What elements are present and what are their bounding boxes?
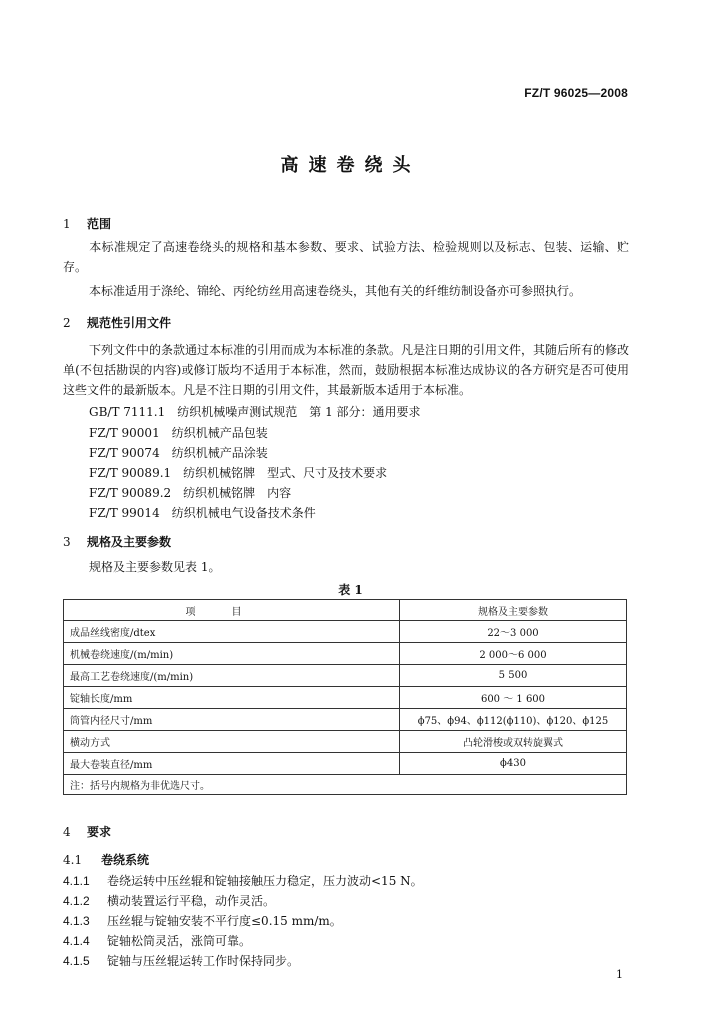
section-2-heading bbox=[63, 314, 171, 331]
spec-table bbox=[63, 599, 627, 795]
table-caption: 表 1 bbox=[338, 583, 363, 597]
section-number: 4 bbox=[63, 825, 71, 839]
reference-item: GB/T 7111.1 纺织机械噪声测试规范 第 1 部分：通用要求 bbox=[89, 405, 421, 419]
standard-code: FZ/T 96025—2008 bbox=[524, 86, 628, 100]
table-note-row bbox=[64, 775, 627, 795]
requirement-item: 4.1.4 锭轴松筒灵活，涨筒可靠。 bbox=[63, 934, 252, 948]
cell-value: ϕ430 bbox=[400, 753, 627, 775]
table-note: 注：括号内规格为非优选尺寸。 bbox=[64, 775, 627, 795]
reference-item: FZ/T 90001 纺织机械产品包装 bbox=[89, 426, 268, 440]
section-3-paragraph-1: 规格及主要参数见表 1。 bbox=[89, 560, 221, 574]
page-number: 1 bbox=[616, 968, 623, 981]
section-1-heading bbox=[63, 215, 111, 232]
section-2-paragraph-1: 下列文件中的条款通过本标准的引用而成为本标准的条款。凡是注日期的引用文件，其随后所有的修改单(不包括勘误的内容)或修订版均不适用于本标准，然而，鼓励根据本标准达成协议的各方研究是否可使用这些文件的最新版本。凡是不注日期的引用文件，其最新版本适用于本标准。 bbox=[63, 343, 630, 397]
section-title: 规格及主要参数 bbox=[87, 535, 172, 549]
table-row bbox=[64, 709, 627, 731]
table-row bbox=[64, 753, 627, 775]
table-row bbox=[64, 665, 627, 687]
section-4-heading bbox=[63, 823, 111, 840]
requirement-item: 4.1.5 锭轴与压丝辊运转工作时保持同步。 bbox=[63, 954, 300, 968]
section-3-heading bbox=[63, 533, 171, 550]
section-number: 1 bbox=[63, 217, 71, 231]
cell-item: 最高工艺卷绕速度/(m/min) bbox=[64, 665, 400, 687]
cell-item: 筒管内径尺寸/mm bbox=[64, 709, 400, 731]
header-cell-param: 规格及主要参数 bbox=[400, 600, 627, 621]
reference-item: FZ/T 90089.1 纺织机械铭牌 型式、尺寸及技术要求 bbox=[89, 466, 388, 480]
section-1-paragraph-2: 本标准适用于涤纶、锦纶、丙纶纺丝用高速卷绕头，其他有关的纤维纺制设备亦可参照执行。 bbox=[89, 284, 582, 298]
cell-item: 横动方式 bbox=[64, 731, 400, 753]
section-title: 范围 bbox=[87, 217, 112, 231]
cell-value: 22～3 000 bbox=[400, 621, 627, 643]
section-number: 3 bbox=[63, 535, 71, 549]
requirement-item: 4.1.1 卷绕运转中压丝辊和锭轴接触压力稳定，压力波动<15 N。 bbox=[63, 874, 423, 888]
requirement-item: 4.1.3 压丝辊与锭轴安装不平行度≤0.15 mm/m。 bbox=[63, 914, 342, 928]
table-row bbox=[64, 643, 627, 665]
cell-value: 2 000～6 000 bbox=[400, 643, 627, 665]
section-1-paragraph-1: 本标准规定了高速卷绕头的规格和基本参数、要求、试验方法、检验规则以及标志、包装、运输、贮存。 bbox=[63, 240, 629, 274]
document-title: 高速卷绕头 bbox=[280, 155, 421, 176]
reference-item: FZ/T 99014 纺织机械电气设备技术条件 bbox=[89, 506, 316, 520]
cell-value: 600 ～ 1 600 bbox=[400, 687, 627, 709]
cell-item: 最大卷装直径/mm bbox=[64, 753, 400, 775]
subsection-number: 4.1 bbox=[63, 853, 83, 867]
table-row bbox=[64, 621, 627, 643]
cell-value: 凸轮滑梭或双转旋翼式 bbox=[400, 731, 627, 753]
cell-item: 成品丝线密度/dtex bbox=[64, 621, 400, 643]
requirement-item: 4.1.2 横动装置运行平稳，动作灵活。 bbox=[63, 894, 276, 908]
reference-item: FZ/T 90089.2 纺织机械铭牌 内容 bbox=[89, 486, 292, 500]
cell-value: 5 500 bbox=[400, 665, 627, 687]
section-title: 规范性引用文件 bbox=[87, 316, 172, 330]
header-cell-item: 项目 bbox=[64, 600, 400, 621]
table-header-row bbox=[64, 600, 627, 621]
subsection-title: 卷绕系统 bbox=[101, 853, 150, 867]
reference-item: FZ/T 90074 纺织机械产品涂装 bbox=[89, 446, 268, 460]
cell-item: 机械卷绕速度/(m/min) bbox=[64, 643, 400, 665]
table-row bbox=[64, 731, 627, 753]
cell-item: 锭轴长度/mm bbox=[64, 687, 400, 709]
section-number: 2 bbox=[63, 316, 71, 330]
table-row bbox=[64, 687, 627, 709]
subsection-4-1-heading bbox=[63, 851, 149, 868]
cell-value: ϕ75、ϕ94、ϕ112(ϕ110)、ϕ120、ϕ125 bbox=[400, 709, 627, 731]
section-title: 要求 bbox=[87, 825, 112, 839]
